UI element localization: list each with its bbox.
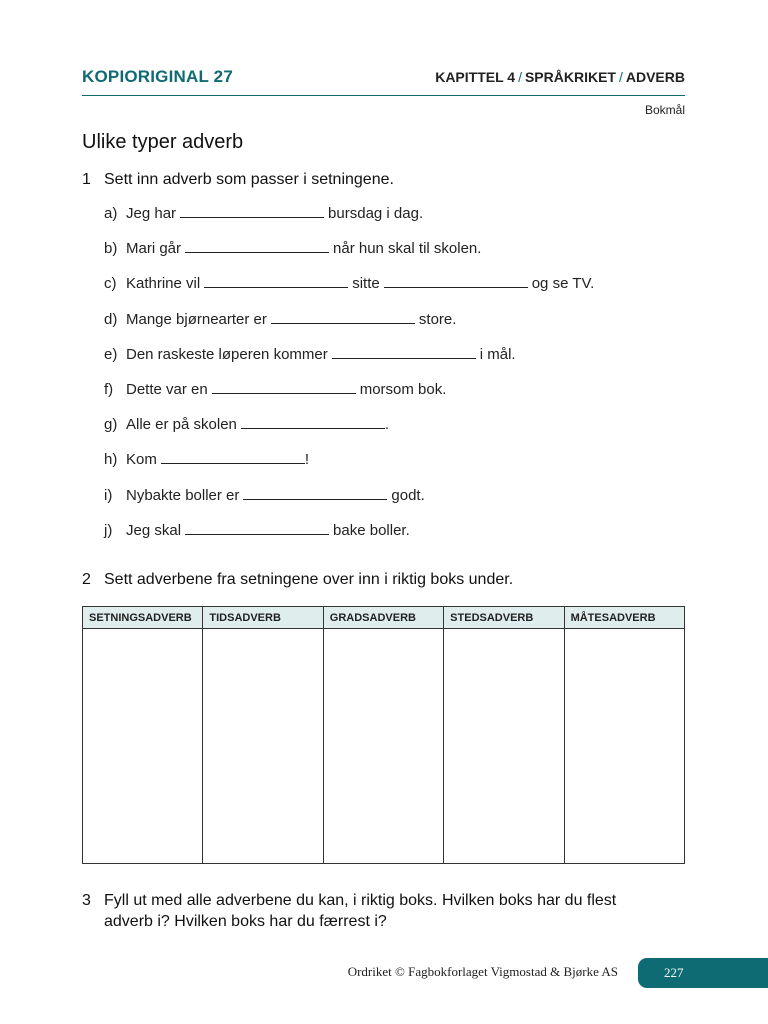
- column-header-gradsadverb: GRADSADVERB: [323, 607, 443, 629]
- sentence-text: Mari går: [126, 240, 182, 258]
- topic-label: ADVERB: [625, 69, 685, 85]
- answer-blank[interactable]: [243, 485, 387, 500]
- sentence-text: Den raskeste løperen kommer: [126, 345, 328, 363]
- item-letter: b): [104, 240, 118, 258]
- list-item: [104, 273, 684, 308]
- list-item: [104, 309, 684, 344]
- chapter-label: KAPITTEL 4: [435, 69, 516, 85]
- answer-cell[interactable]: [323, 629, 443, 864]
- column-header-matesadverb: MÅTESADVERB: [564, 607, 684, 629]
- sentence-text: og se TV.: [531, 275, 595, 293]
- sentence-text: store.: [418, 310, 457, 328]
- column-header-setningsadverb: SETNINGSADVERB: [83, 607, 203, 629]
- item-letter: g): [104, 416, 118, 434]
- publisher-credit: Ordriket © Fagbokforlaget Vigmostad & Bjørke AS: [347, 964, 618, 979]
- language-label: Bokmål: [644, 103, 685, 117]
- item-letter: f): [104, 380, 114, 398]
- task-3-heading: [82, 890, 692, 932]
- chapter-breadcrumb: [435, 69, 685, 85]
- answer-blank[interactable]: [180, 203, 324, 218]
- sentence-text: morsom bok.: [359, 380, 447, 398]
- sentence-text: !: [304, 451, 310, 469]
- sentence-text: Nybakte boller er: [126, 486, 240, 504]
- list-item: [104, 485, 684, 520]
- answer-blank[interactable]: [271, 309, 415, 324]
- list-item: [104, 414, 684, 449]
- answer-cell[interactable]: [83, 629, 203, 864]
- adverb-category-table: [82, 606, 685, 864]
- task-instruction: Sett adverbene fra setningene over inn i riktig boks under.: [104, 571, 514, 588]
- answer-blank[interactable]: [185, 238, 329, 253]
- table-header-row: [83, 607, 685, 629]
- sentence-text: Kathrine vil: [126, 275, 201, 293]
- sentence-text: bursdag i dag.: [328, 205, 424, 222]
- answer-blank[interactable]: [212, 379, 356, 394]
- answer-blank[interactable]: [241, 414, 385, 429]
- column-header-tidsadverb: TIDSADVERB: [203, 607, 323, 629]
- list-item: [104, 344, 684, 379]
- sentence-text: Jeg skal: [126, 521, 182, 539]
- table-row: [83, 629, 685, 864]
- sentence-text: Jeg har: [126, 205, 177, 222]
- answer-blank[interactable]: [384, 273, 528, 288]
- list-item: [104, 238, 684, 273]
- task-1-heading: [82, 169, 394, 190]
- answer-blank[interactable]: [204, 273, 348, 288]
- sentence-text: Dette var en: [126, 380, 208, 398]
- breadcrumb-separator: /: [518, 69, 522, 85]
- task-number: 1: [82, 171, 91, 188]
- task-number: 3: [82, 892, 91, 909]
- page-number-tab: [638, 958, 768, 988]
- page-title: Ulike typer adverb: [82, 131, 244, 153]
- list-item: [104, 203, 684, 238]
- item-letter: i): [104, 486, 113, 504]
- item-letter: j): [104, 521, 113, 539]
- sentence-text: sitte: [352, 275, 380, 293]
- list-item: [104, 520, 684, 555]
- sentence-text: i mål.: [479, 345, 516, 363]
- sentence-text: godt.: [391, 486, 425, 504]
- item-letter: a): [104, 205, 118, 222]
- task-instruction-line-1: Fyll ut med alle adverbene du kan, i riktig boks. Hvilken boks har du flest: [104, 892, 617, 909]
- answer-blank[interactable]: [161, 449, 305, 464]
- item-letter: h): [104, 451, 118, 469]
- document-code: KOPIORIGINAL 27: [82, 67, 233, 86]
- sentence-text: Mange bjørnearter er: [126, 310, 267, 328]
- sentence-text: bake boller.: [333, 521, 410, 539]
- item-letter: d): [104, 310, 118, 328]
- task-instruction: Sett inn adverb som passer i setningene.: [104, 171, 394, 188]
- task-2-heading: [82, 569, 513, 590]
- sentence-text: Kom: [126, 451, 157, 469]
- answer-cell[interactable]: [203, 629, 323, 864]
- item-letter: c): [104, 275, 117, 293]
- answer-cell[interactable]: [564, 629, 684, 864]
- item-letter: e): [104, 345, 118, 363]
- header-divider: [82, 95, 685, 96]
- sentence-text: Alle er på skolen: [126, 416, 237, 434]
- column-header-stedsadverb: STEDSADVERB: [444, 607, 564, 629]
- sentence-text: når hun skal til skolen.: [333, 240, 482, 258]
- list-item: [104, 449, 684, 484]
- task-number: 2: [82, 571, 91, 588]
- sentence-list: [104, 203, 684, 555]
- section-label: SPRÅKRIKET: [524, 69, 616, 85]
- page-number: 227: [664, 965, 684, 980]
- sentence-text: .: [384, 416, 390, 434]
- answer-blank[interactable]: [332, 344, 476, 359]
- answer-blank[interactable]: [185, 520, 329, 535]
- answer-cell[interactable]: [444, 629, 564, 864]
- task-instruction-line-2: adverb i? Hvilken boks har du færrest i?: [104, 913, 387, 930]
- list-item: [104, 379, 684, 414]
- breadcrumb-separator: /: [618, 69, 623, 85]
